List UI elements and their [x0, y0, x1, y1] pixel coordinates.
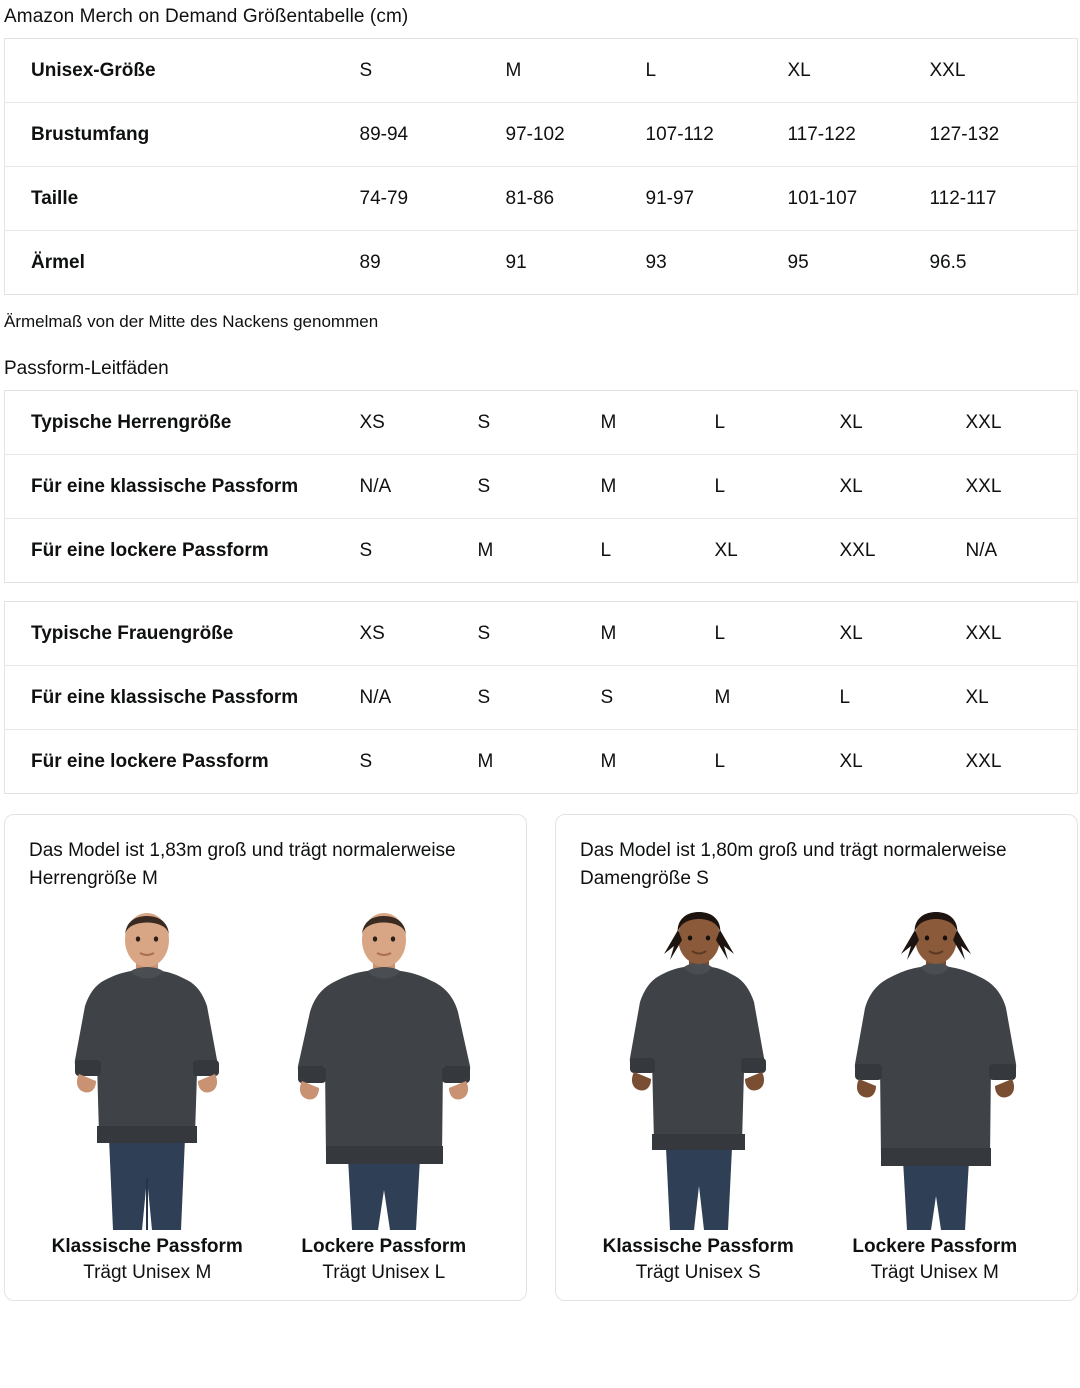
cell: L: [715, 602, 840, 666]
cell: M: [506, 39, 646, 103]
figure-relaxed-men: [268, 910, 500, 1230]
caption-title: Lockere Passform: [301, 1236, 467, 1258]
cell: M: [477, 750, 494, 772]
cell: XXL: [930, 39, 1078, 103]
cell: XS: [360, 391, 478, 455]
table-row: [5, 167, 1078, 231]
caption-sub: Trägt Unisex M: [870, 1262, 999, 1284]
model-card-heading: Das Model ist 1,80m groß und trägt normalerweise Damengröße S: [580, 840, 1007, 889]
cell: XL: [966, 666, 1078, 730]
women-fit-table: [4, 601, 1078, 794]
cell: L: [714, 750, 726, 772]
cell: XXL: [966, 391, 1078, 455]
cell: 107-112: [646, 103, 788, 167]
row-label: Typische Herrengröße: [5, 391, 360, 455]
table-row: [5, 391, 1078, 455]
row-label: Ärmel: [31, 251, 85, 273]
page-title: Amazon Merch on Demand Größentabelle (cm): [4, 6, 409, 27]
cell: S: [360, 39, 506, 103]
cell: 74-79: [360, 167, 506, 231]
cell: XL: [788, 39, 930, 103]
fit-guides-label: Passform-Leitfäden: [4, 358, 169, 379]
cell: N/A: [360, 666, 478, 730]
model-card-men: [4, 814, 527, 1301]
figure-row: [580, 900, 1053, 1230]
cell: S: [478, 666, 601, 730]
cell: XL: [840, 391, 966, 455]
cell: L: [715, 455, 840, 519]
figure-captions: [580, 1236, 1053, 1284]
model-photo-classic-women: [582, 910, 814, 1230]
figure-row: [29, 900, 502, 1230]
caption-title: Klassische Passform: [51, 1236, 243, 1258]
cell: XXL: [839, 539, 876, 561]
cell: M: [600, 750, 617, 772]
cell: XL: [714, 539, 738, 561]
table-row: [5, 602, 1078, 666]
cell: 101-107: [788, 167, 930, 231]
model-photo-relaxed-men: [268, 910, 500, 1230]
table-row: [5, 39, 1078, 103]
cell: N/A: [360, 455, 478, 519]
row-label: Für eine klassische Passform: [5, 455, 360, 519]
figure-classic-women: [582, 910, 814, 1230]
row-label: Für eine lockere Passform: [31, 750, 269, 772]
model-photo-classic-men: [31, 910, 263, 1230]
cell: M: [715, 666, 840, 730]
cell: 127-132: [930, 103, 1078, 167]
caption-sub: Trägt Unisex M: [83, 1262, 212, 1284]
row-label: Für eine klassische Passform: [5, 666, 360, 730]
cell: L: [715, 391, 840, 455]
caption-relaxed-men: [268, 1236, 500, 1284]
table-row: [5, 519, 1078, 583]
cell: 95: [787, 251, 809, 273]
caption-classic-women: [582, 1236, 814, 1284]
cell: XL: [839, 750, 863, 772]
figure-relaxed-women: [819, 910, 1051, 1230]
model-card-heading: Das Model ist 1,83m groß und trägt normalerweise Herrengröße M: [29, 840, 456, 889]
row-label: Für eine lockere Passform: [31, 539, 269, 561]
sleeve-note: Ärmelmaß von der Mitte des Nackens genommen: [4, 312, 379, 331]
cell: XL: [840, 455, 966, 519]
cell: 97-102: [506, 103, 646, 167]
caption-sub: Trägt Unisex S: [635, 1262, 761, 1284]
figure-classic-men: [31, 910, 263, 1230]
row-label: Brustumfang: [5, 103, 360, 167]
cell: L: [646, 39, 788, 103]
row-label: Unisex-Größe: [5, 39, 360, 103]
model-cards: [4, 814, 1078, 1301]
table-row: [5, 666, 1078, 730]
cell: 93: [645, 251, 667, 273]
cell: 91: [505, 251, 527, 273]
model-card-women: [555, 814, 1078, 1301]
size-table: [4, 38, 1078, 295]
cell: XXL: [966, 602, 1078, 666]
table-row: [5, 103, 1078, 167]
model-photo-relaxed-women: [819, 910, 1051, 1230]
cell: M: [477, 539, 494, 561]
row-label: Taille: [5, 167, 360, 231]
row-label: Typische Frauengröße: [5, 602, 360, 666]
cell: S: [601, 666, 715, 730]
cell: XS: [360, 602, 478, 666]
cell: S: [359, 750, 373, 772]
cell: XL: [840, 602, 966, 666]
cell: 89: [359, 251, 381, 273]
cell: S: [478, 455, 601, 519]
caption-sub: Trägt Unisex L: [322, 1262, 446, 1284]
caption-title: Lockere Passform: [852, 1236, 1018, 1258]
cell: M: [601, 602, 715, 666]
cell: XXL: [966, 455, 1078, 519]
table-row: [5, 231, 1078, 295]
cell: L: [840, 666, 966, 730]
cell: S: [359, 539, 373, 561]
cell: N/A: [965, 539, 998, 561]
table-row: [5, 455, 1078, 519]
figure-captions: [29, 1236, 502, 1284]
cell: XXL: [965, 750, 1002, 772]
cell: M: [601, 391, 715, 455]
caption-classic-men: [31, 1236, 263, 1284]
cell: L: [600, 539, 612, 561]
men-fit-table: [4, 390, 1078, 583]
cell: 96.5: [929, 251, 967, 273]
cell: 117-122: [788, 103, 930, 167]
cell: S: [478, 602, 601, 666]
caption-title: Klassische Passform: [602, 1236, 794, 1258]
cell: 81-86: [506, 167, 646, 231]
cell: S: [478, 391, 601, 455]
cell: 89-94: [360, 103, 506, 167]
table-row: [5, 730, 1078, 794]
cell: 112-117: [930, 167, 1078, 231]
cell: 91-97: [646, 167, 788, 231]
cell: M: [601, 455, 715, 519]
caption-relaxed-women: [819, 1236, 1051, 1284]
